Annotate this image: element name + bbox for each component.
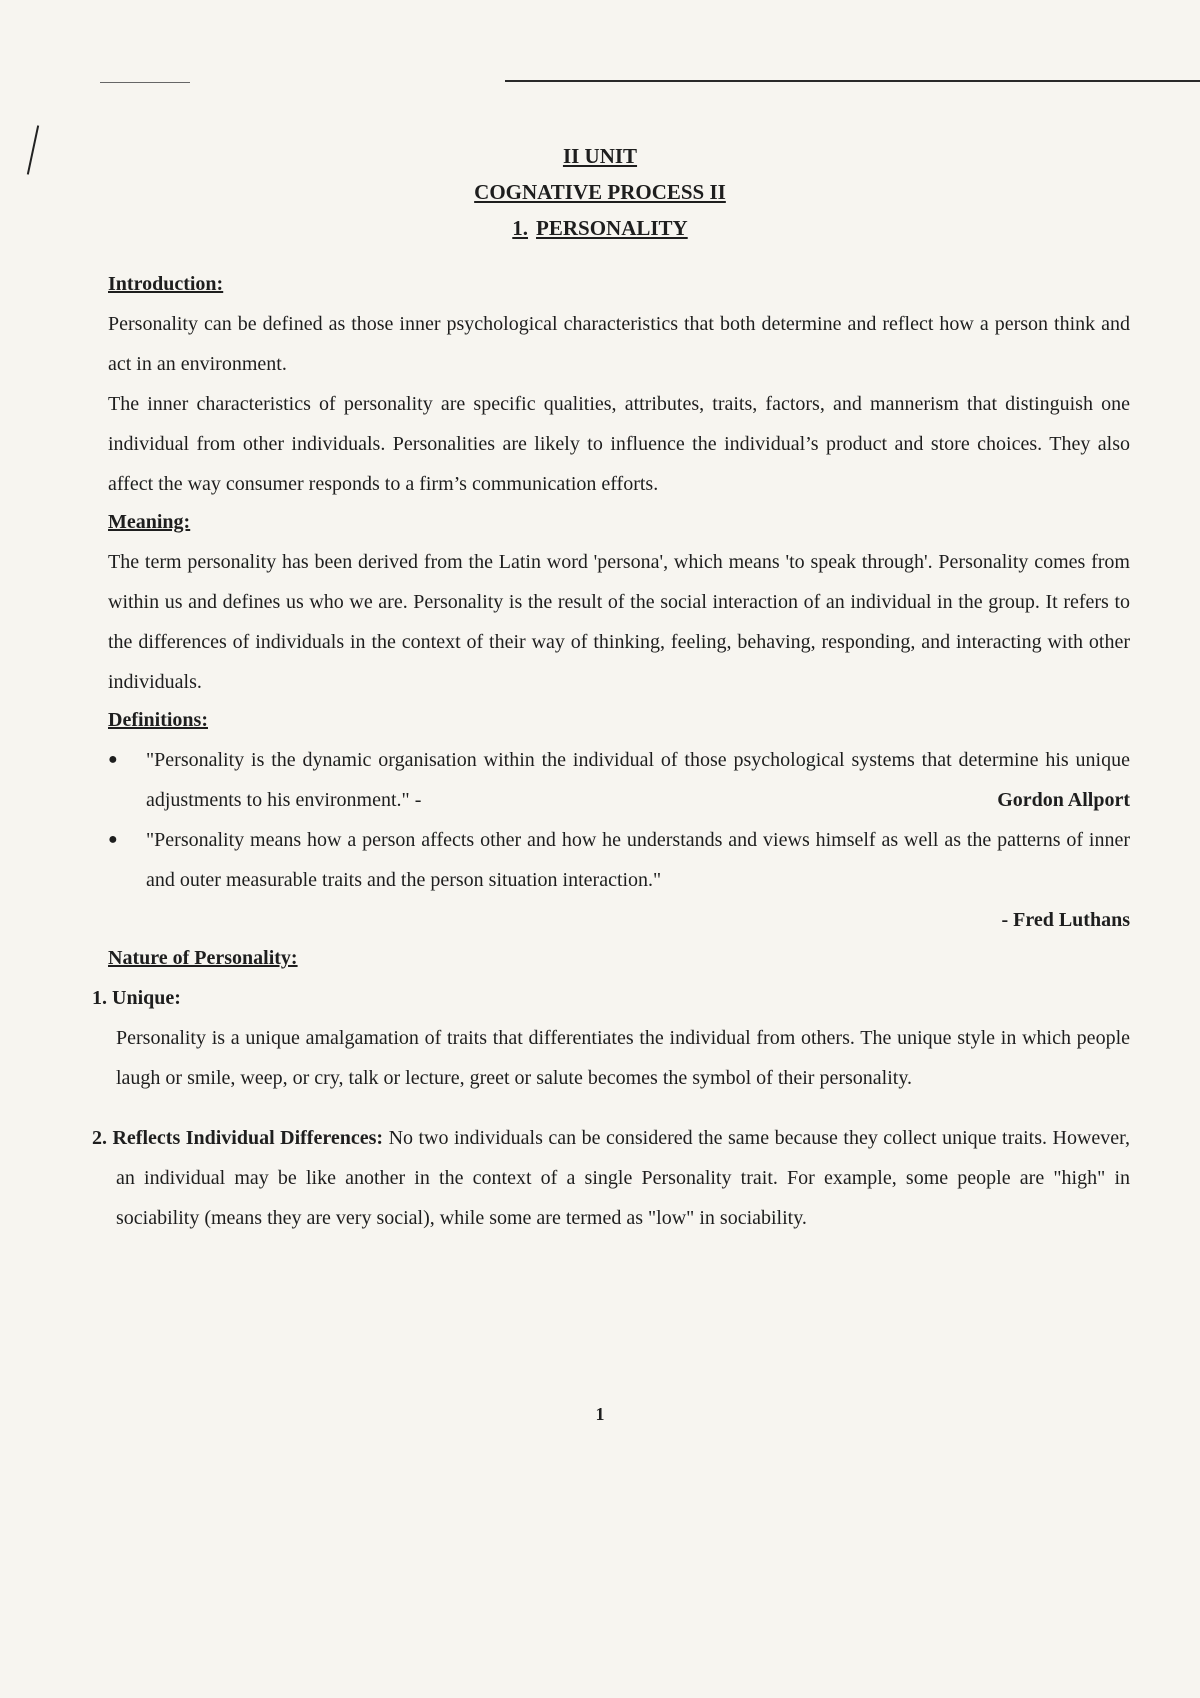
meaning-heading: Meaning: xyxy=(108,511,191,533)
top-rule-right xyxy=(505,80,1200,82)
topic-title xyxy=(0,210,1200,246)
unit-title: II UNIT xyxy=(562,144,638,168)
introduction-heading: Introduction: xyxy=(108,273,224,295)
document-body xyxy=(92,270,1130,1258)
definition-text: "Personality means how a person affects other and how he understands and views himself as well as the patterns of inner and outer measurable traits and the person situation interaction." xyxy=(146,829,1130,891)
bullet-icon: ● xyxy=(108,751,118,768)
nature-item-2 xyxy=(92,1118,1130,1238)
topic-number: 1. xyxy=(512,216,529,240)
definition-author: - Fred Luthans xyxy=(1001,909,1130,931)
process-title: COGNATIVE PROCESS II xyxy=(474,180,726,204)
introduction-paragraph-1: Personality can be defined as those inner psychological characteristics that both determine and reflect how a person think and act in an environment. xyxy=(108,313,1130,375)
nature-heading: Nature of Personality: xyxy=(108,947,298,969)
definitions-list xyxy=(108,740,1130,900)
topic-name: PERSONALITY xyxy=(536,216,688,240)
nature-item-body: No two individuals can be considered the same because they collect unique traits. However, an individual may be like another in the context of a single Personality trait. For example, some people are "high" in sociability (means they are very social), while some are termed as "low" in sociability. xyxy=(116,1127,1130,1229)
meaning-paragraph: The term personality has been derived from the Latin word 'persona', which means 'to speak through'. Personality comes from within us and defines us who we are. Personality is the result of the social interaction of an individual in the group. It refers to the differences of individuals in the context of their way of thinking, feeling, behaving, responding, and interacting with other individuals. xyxy=(108,551,1130,693)
nature-item-body: Personality is a unique amalgamation of traits that differentiates the individual from others. The unique style in which people laugh or smile, weep, or cry, talk or lecture, greet or salute becomes the symbol of their personality. xyxy=(116,1027,1130,1089)
definition-item xyxy=(108,740,1130,820)
definition-item xyxy=(108,820,1130,900)
page-number: 1 xyxy=(595,1404,605,1424)
top-rule-left xyxy=(100,82,190,83)
title-block xyxy=(0,138,1200,246)
definitions-heading: Definitions: xyxy=(108,709,208,731)
definition-author: Gordon Allport xyxy=(997,789,1130,811)
nature-item-title: 2. Reflects Individual Differences: xyxy=(92,1127,384,1149)
definition-text: "Personality is the dynamic organisation within the individual of those psychological systems that determine his unique adjustments to his environment." - xyxy=(146,749,1130,811)
nature-item-title: 1. Unique: xyxy=(92,987,181,1009)
introduction-paragraph-2: The inner characteristics of personality are specific qualities, attributes, traits, factors, and mannerism that distinguish one individual from other individuals. Personalities are likely to influence the individual’s product and store choices. They also affect the way consumer responds to a firm’s communication efforts. xyxy=(108,393,1130,495)
bullet-icon: ● xyxy=(108,831,118,848)
